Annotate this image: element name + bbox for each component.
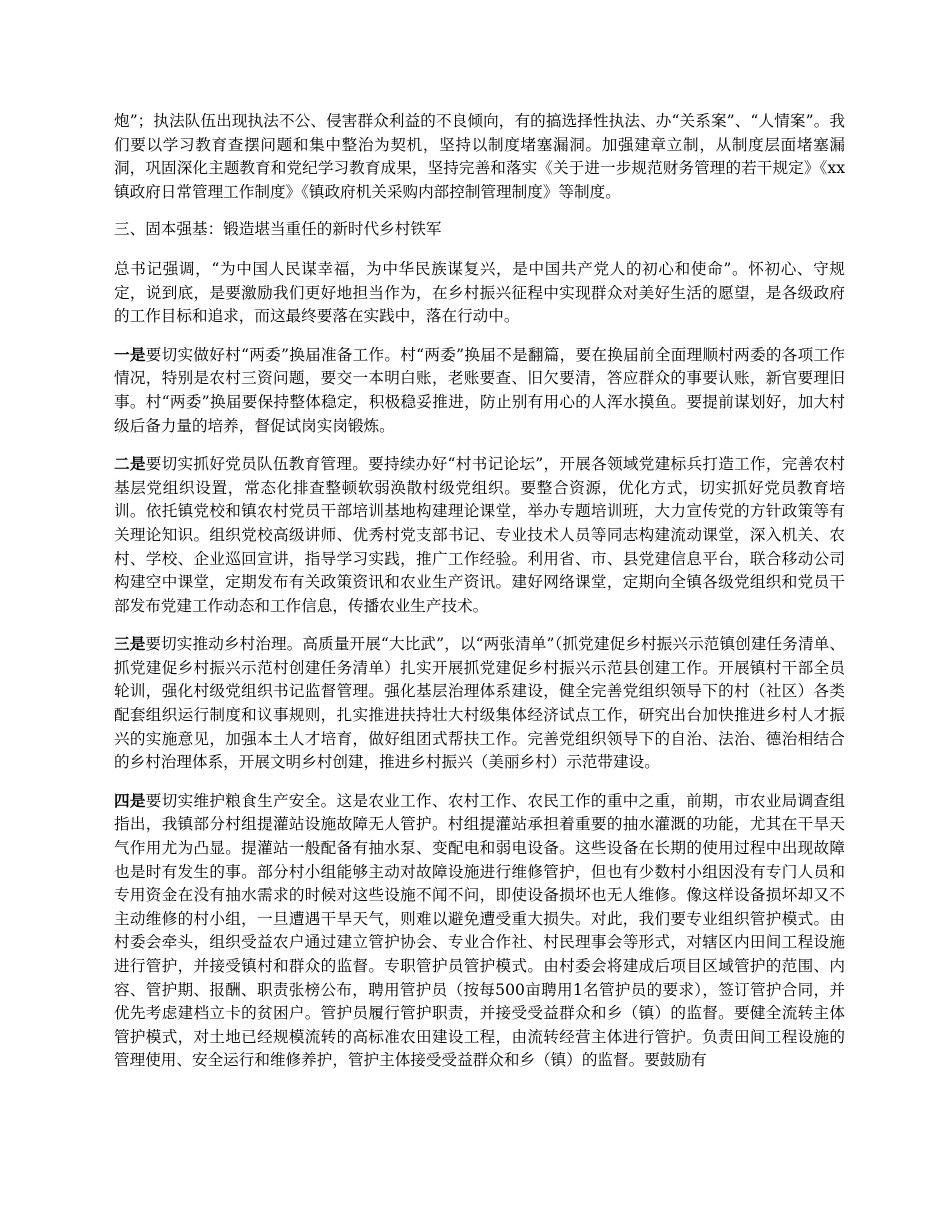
point-lead: 三是 [114,634,146,654]
section-heading [114,218,845,242]
paragraph-finance-rules [114,110,845,204]
paragraph-text: 要切实抓好党员队伍教育管理。要持续办好“村书记论坛”，开展各领域党建标兵打造工作，完善农村基层党组织设置，常态化排查整顿软弱涣散村级党组织。要整合资源，优化方式，切实抓好党员教育培训。依托镇党校和镇农村党员干部培训基地构建理论课堂，举办专题培训班，大力宣传党的方针政策等有关理论知识。组织党校高级讲师、优秀村党支部书记、专业技术人员等同志构建流动课堂，深入机关、农村、学校、企业巡回宣讲，指导学习实践，推广工作经验。利用省、市、县党建信息平台，联合移动公司构建空中课堂，定期发布有关政策资讯和农业生产资讯。建好网络课堂，定期向全镇各级党组织和党员干部发布党建工作动态和工作信息，传播农业生产技术。 [114,455,845,615]
paragraph-point-one [114,343,845,438]
paragraph-text: 要切实推动乡村治理。高质量开展“大比武”，以“两张清单”（抓党建促乡村振兴示范镇创建任务清单、抓党建促乡村振兴示范村创建任务清单）扎实开展抓党建促乡村振兴示范县创建工作。开展镇村干部全员轮训，强化村级党组织书记监督管理。强化基层治理体系建设，健全完善党组织领导下的村（社区）各类配套组织运行制度和议事规则，扎实推进扶持壮大村级集体经济试点工作，研究出台加快推进乡村人才振兴的实施意见，加强本土人才培育，做好组团式帮扶工作。完善党组织领导下的自治、法治、德治相结合的乡村治理体系，开展文明乡村创建，推进乡村振兴（美丽乡村）示范带建设。 [114,635,845,772]
point-lead: 二是 [114,454,146,474]
paragraph-text: 炮”；执法队伍出现执法不公、侵害群众利益的不良倾向，有的搞选择性执法、办“关系案”、“人情案”。我们要以学习教育查摆问题和集中整治为契机，坚持以制度堵塞漏洞。加强建章立制，从制度层面堵塞漏洞，巩固深化主题教育和党纪学习教育成果，坚持完善和落实《关于进一步规范财务管理的若干规定》《xx镇政府日常管理工作制度》《镇政府机关采购内部控制管理制度》等制度。 [114,112,845,201]
point-lead: 一是 [114,344,146,364]
paragraph-text: 要切实维护粮食生产安全。这是农业工作、农村工作、农民工作的重中之重，前期，市农业局调查组指出，我镇部分村组提灌站设施故障无人管护。村组提灌站承担着重要的抽水灌溉的功能，尤其在干旱天气作用尤为凸显。提灌站一般配备有抽水泵、变配电和弱电设备。这些设备在长期的使用过程中出现故障也是时有发生的事。部分村小组能够主动对故障设施进行维修管护，但也有少数村小组因没有专门人员和专用资金在没有抽水需求的时候对这些设施不闻不问，即使设备损坏也无人维修。像这样设备损坏却又不主动维修的村小组，一旦遭遇干旱天气，则难以避免遭受重大损失。对此，我们要专业组织管护模式。由村委会牵头，组织受益农户通过建立管护协会、专业合作社、村民理事会等形式，对辖区内田间工程设施进行管护，并接受镇村和群众的监督。专职管护员管护模式。由村委会将建成后项目区域管护的范围、内容、管护期、报酬、职责张榜公布，聘用管护员（按每500亩聘用1名管护员的要求），签订管护合同，并优先考虑建档立卡的贫困户。管护员履行管护职责，并接受受益群众和乡（镇）的监督。要健全流转主体管护模式，对土地已经规模流转的高标准农田建设工程，由流转经营主体进行管护。负责田间工程设施的管理使用、安全运行和维修养护，管护主体接受受益群众和乡（镇）的监督。要鼓励有 [114,791,845,1070]
paragraph-point-three [114,632,845,775]
paragraph-text: 要切实做好村“两委”换届准备工作。村“两委”换届不是翻篇，要在换届前全面理顺村两委的各项工作情况，特别是农村三资问题，要交一本明白账，老账要查、旧欠要清，答应群众的事要认账，新官要理旧事。村“两委”换届要保持整体稳定，积极稳妥推进，防止别有用心的人浑水摸鱼。要提前谋划好，加大村级后备力量的培养，督促试岗实岗锻炼。 [114,345,845,435]
paragraph-point-two [114,452,845,618]
paragraph-text: 总书记强调，“为中国人民谋幸福，为中华民族谋复兴，是中国共产党人的初心和使命”。怀初心、守规定，说到底，是要激励我们更好地担当作为，在乡村振兴征程中实现群众对美好生活的愿望，是各级政府的工作目标和追求，而这最终要落在实践中，落在行动中。 [114,259,845,326]
paragraph-intro [114,258,845,329]
section-heading-text: 三、固本强基：锻造堪当重任的新时代乡村铁军 [114,220,442,239]
point-lead: 四是 [114,790,146,810]
paragraph-point-four [114,789,845,1073]
